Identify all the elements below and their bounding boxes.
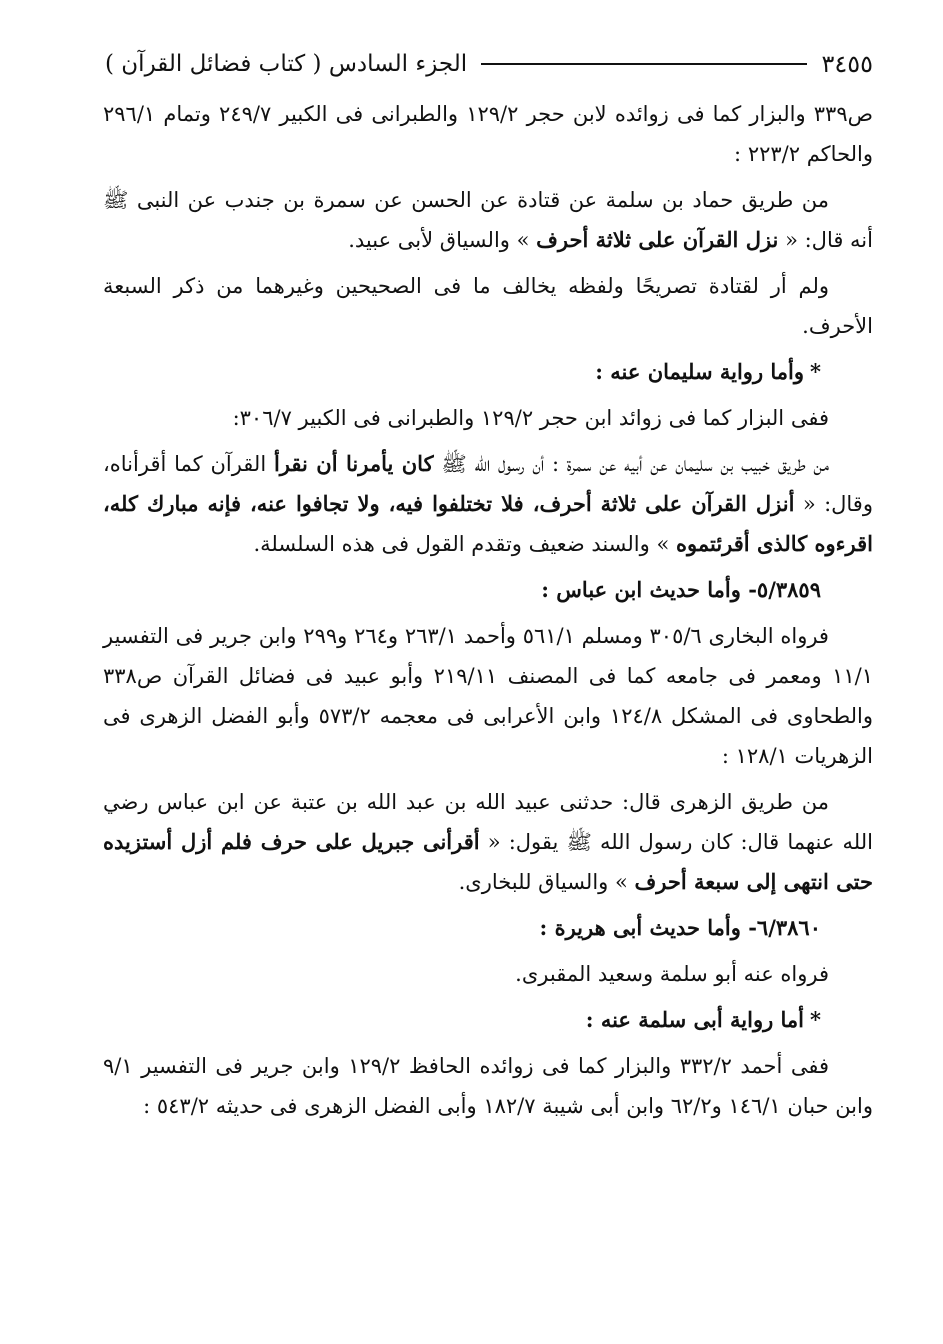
text-span: » والسياق لأبى عبيد. [348,228,537,252]
paragraph-khubayb-chain [103,444,873,564]
text-span: » والسياق للبخارى. [458,870,635,894]
hadith-quote: أقرأنى جبريل على حرف فلم أزل أستزيده حتى انتهى إلى سبعة أحرف [103,829,873,894]
hadith-quote: كان يأمرنا أن نقرأ [273,451,434,476]
heading-text: أما رواية أبى سلمة عنه : [585,1007,805,1032]
paragraph-bazzar-sources: ففى البزار كما فى زوائد ابن حجر ١٢٩/٢ والطبرانى فى الكبير ٣٠٦/٧: [232,406,829,430]
text-span: القرآن كما أقرأناه، وقال: « [103,452,873,516]
hadith-quote: أنزل القرآن على ثلاثة أحرف، فلا تختلفوا فيه، ولا تجافوا عنه، فإنه مبارك كله، اقرءوه كالذى أقرئتموه [103,491,873,556]
page-number: ٣٤٥٥ [821,50,873,78]
body-text [103,94,873,1132]
heading-abu-hurayra: ٦/٣٨٦٠- وأما حديث أبى هريرة : [539,915,821,940]
hadith-quote: نزل القرآن على ثلاثة أحرف [536,227,779,252]
heading-abu-salama [103,1000,873,1040]
star-icon: * [810,359,821,384]
text-span: » والسند ضعيف وتقدم القول فى هذه السلسلة. [253,532,676,556]
paragraph-zuhri-chain [103,782,873,902]
heading-text: وأما رواية سليمان عنه : [595,359,805,384]
text-span: من طريق الزهرى قال: حدثنى عبيد الله بن عبد الله بن عتبة عن ابن عباس رضي الله عنهما قال: كان رسول الله ﷺ يقول: « [103,790,873,854]
heading-ibn-abbas: ٥/٣٨٥٩- وأما حديث ابن عباس : [541,577,821,602]
running-title: الجزء السادس ( كتاب فضائل القرآن ) [105,51,468,77]
paragraph-sources-1: ص٣٣٩ والبزار كما فى زوائده لابن حجر ١٢٩/٢ والطبرانى فى الكبير ٢٤٩/٧ وتمام ٢٩٦/١ والحاكم ٢٢٣/٢ : [103,102,874,166]
star-icon: * [810,1007,821,1032]
paragraph-ahmad-sources: ففى أحمد ٣٣٢/٢ والبزار كما فى زوائده الحافظ ١٢٩/٢ وابن جرير فى التفسير ٩/١ وابن حبان ١٤٦/١ و٦٢/٢ وابن أبى شيبة ١٨٢/٧ وأبى الفضل الزهرى فى حديثه ٥٤٣/٢ : [103,1054,873,1118]
text-span: من طريق حماد بن سلمة عن قتادة عن الحسن عن سمرة بن جندب عن النبى ﷺ أنه قال: « [103,188,873,252]
heading-suleiman-narration [103,352,873,392]
paragraph-qatada-note: ولم أر لقتادة تصريحًا ولفظه يخالف ما فى الصحيحين وغيرهما من ذكر السبعة الأحرف. [103,274,873,338]
page-header [105,44,873,84]
paragraph-narrators: فرواه عنه أبو سلمة وسعيد المقبرى. [515,962,829,986]
paragraph-hammad-chain [103,180,873,260]
text-span: من طريق خبيب بن سليمان عن أبيه عن سمرة : أن رسول الله ﷺ [433,452,830,476]
paragraph-bukhari-sources: فرواه البخارى ٣٠٥/٦ ومسلم ٥٦١/١ وأحمد ٢٦٣/١ و٢٦٤ و٢٩٩ وابن جرير فى التفسير ١١/١ ومعمر فى جامعه كما فى المصنف ٢١٩/١١ وأبو عبيد فى فضائل القرآن ص٣٣٨ والطحاوى فى المشكل ١٢٤/٨ وابن الأعرابى فى معجمه ٥٧٣/٢ وأبو الفضل الزهرى فى الزهريات ١٢٨/١ : [103,624,874,768]
header-rule [481,63,807,65]
